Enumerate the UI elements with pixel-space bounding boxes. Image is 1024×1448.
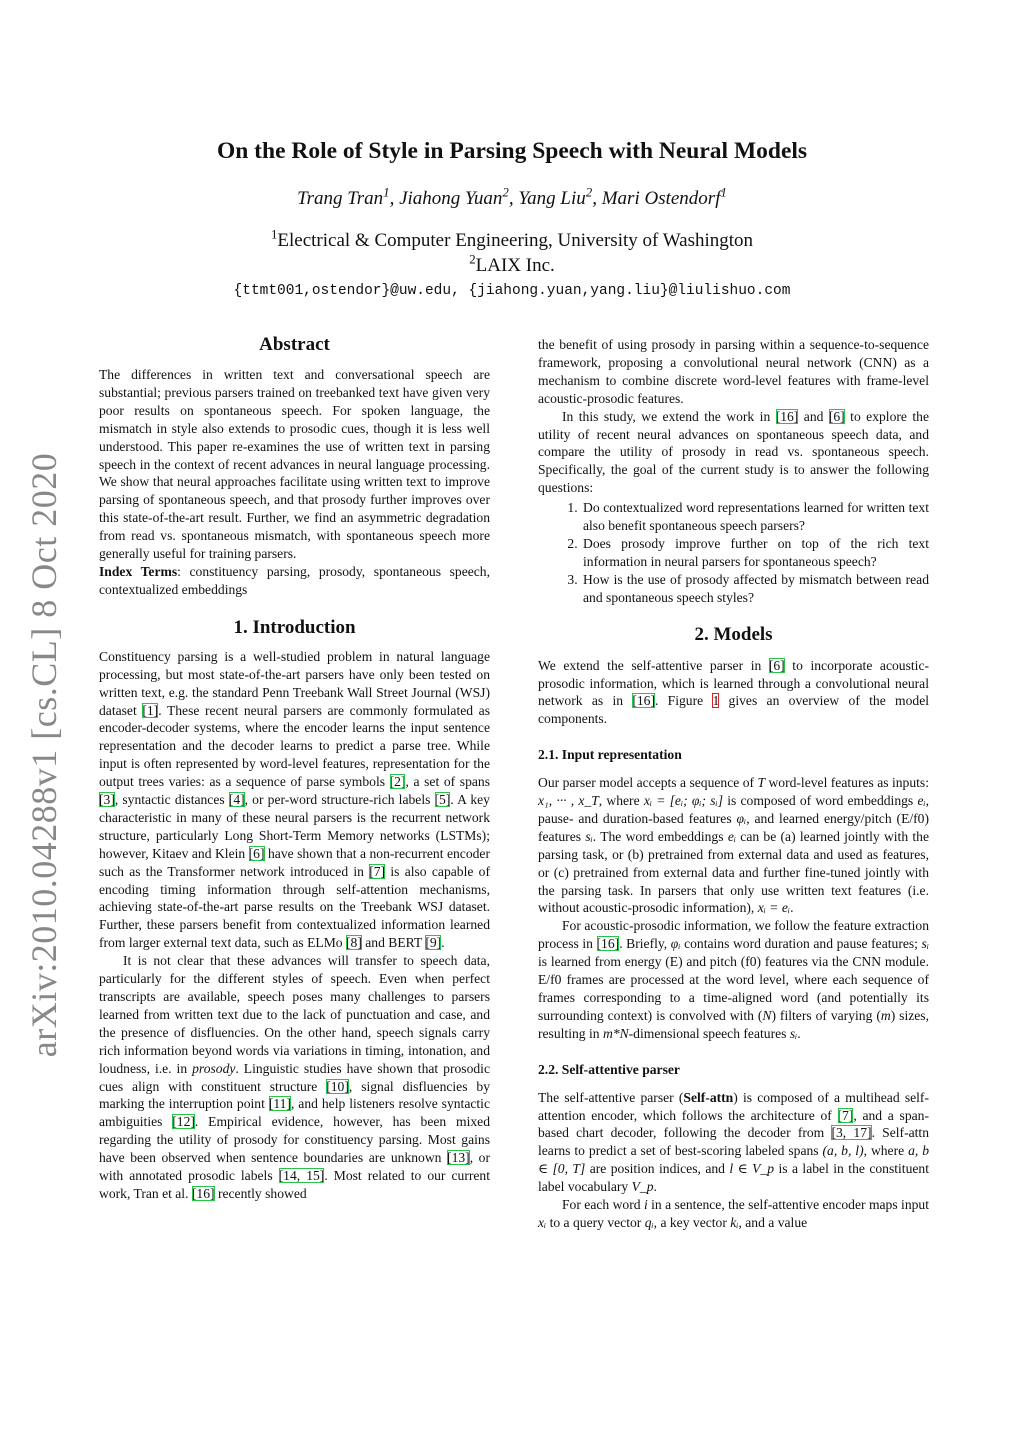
author-name: Yang Liu bbox=[518, 188, 586, 209]
affiliation-text: Electrical & Computer Engineering, University of Washington bbox=[277, 230, 754, 251]
citation-link[interactable]: [16] bbox=[596, 936, 620, 952]
citation-link[interactable]: [2] bbox=[389, 774, 406, 790]
affiliation-mark: 1 bbox=[270, 226, 278, 242]
abstract-body: The differences in written text and conversational speech are substantial; previous parsers trained on treebanked text have given very poor results on spontaneous speech. For spoken language, the mismatch in style also extends to prosodic cues, though it is less well understood. This paper re-examines the use of written text in parsing speech in the context of recent advances in neural language processing. We show that neural approaches facilitate using written text to improve parsing of spontaneous speech, and that prosody further improves over this state-of-the-art result. Further, we find an asymmetric degradation from read vs. spontaneous mismatch, with spontaneous speech more generally useful for training parsers. bbox=[99, 367, 490, 562]
input-representation-paragraph-2: For acoustic-prosodic information, we follow the feature extraction process in [16]. Briefly, φᵢ contains word duration and pause features; sᵢ is learned from energy (E) and pitch (f0) features via the CNN module. E/f0 frames are processed at the word level, where each sequence of frames corresponding to a time-aligned word (and potentially its surrounding context) is convolved with (N) filters of varying (m) sizes, resulting in m*N-dimensional speech features sᵢ. bbox=[538, 918, 929, 1041]
citation-link[interactable]: [5] bbox=[434, 792, 451, 808]
self-attentive-paragraph-2: For each word i in a sentence, the self-attentive encoder maps input xᵢ to a query vector qᵢ, a key vector kᵢ, and a value bbox=[538, 1197, 929, 1230]
author-emails: {ttmt001,ostendor}@uw.edu, {jiahong.yuan,yang.liu}@liulishuo.com bbox=[233, 283, 791, 299]
index-terms-label: Index Terms bbox=[99, 563, 178, 579]
affiliation bbox=[0, 226, 1024, 252]
affiliation-mark: 2 bbox=[469, 251, 476, 267]
citation-link[interactable]: [4] bbox=[228, 792, 245, 808]
self-attentive-parser-heading: 2.2. Self-attentive parser bbox=[538, 1061, 680, 1077]
author-list: Trang Tran$^1$, Jiahong Yuan$^2$, Yang Liu$^2$, Mari Ostendorf$^1$ bbox=[297, 184, 727, 209]
right-column bbox=[538, 336, 929, 1232]
self-attentive-paragraph-1: The self-attentive parser (Self-attn) is composed of a multihead self-attention encoder, which follows the architecture of [7], and a span-based chart decoder, following the decoder from [3, 17]. Self-attn learns to predict a set of best-scoring labeled spans (a, b, l), where a, b ∈ [0, T] are position indices, and l ∈ V_p is a label in the constituent label vocabulary V_p. bbox=[538, 1089, 930, 1195]
intro-paragraph-2: It is not clear that these advances will transfer to speech data, particularly for the different styles of speech. Even when perfect transcripts are available, speech poses many challenges to parsers learned from written text due to the lack of punctuation and case, and the presence of disfluencies. On the other hand, speech signals carry rich information beyond words via variations in timing, intonation, and loudness, i.e. in prosody. Linguistic studies have shown that prosodic cues align with constituent structure [10], signal disfluencies by marking the interruption point [11], and help listeners resolve syntactic ambiguities [12]. Empirical evidence, however, has been mixed regarding the utility of prosody for constituency parsing. Most gains have been observed when sentence boundaries are unknown [13], or with annotated prosodic labels [14, 15]. Most related to our current work, Tran et al. [16] recently showed bbox=[99, 953, 490, 1201]
intro-paragraph-1: Constituency parsing is a well-studied problem in natural language processing, but most state-of-the-art parsers have only been tested on written text, e.g. the standard Penn Treebank Wall Street Journal (WSJ) dataset [1]. These recent neural parsers are commonly formulated as encoder-decoder systems, where the encoder learns the input sentence representation and the decoder learns to predict a parse tree. While input is often represented by word-level features, representation for the output trees varies: as a sequence of parse symbols [2], a set of spans [3], syntactic distances [4], or per-word structure-rich labels [5]. A key characteristic in many of these neural parsers is the recurrent network structure, particularly Long Short-Term Memory networks (LSTMs); however, Kitaev and Klein [6] have shown that a non-recurrent encoder such as the Transformer network introduced in [7] is also capable of encoding timing information through self-attention mechanisms, achieving state-of-the-art parse results on the Treebank WSJ dataset. Further, these parsers benefit from contextualized information learned from larger external text data, such as ELMo [8] and BERT [9]. bbox=[99, 648, 490, 951]
research-questions bbox=[538, 499, 929, 606]
study-paragraph: In this study, we extend the work in [16] and [6] to explore the utility of recent neural advances on spontaneous speech data, and compare the utility of prosody in read vs. spontaneous speech. Specifically, the goal of the current study is to answer the following questions: bbox=[538, 408, 929, 496]
arxiv-stamp-text: arXiv:2010.04288v1 [cs.CL] 8 Oct 2020 bbox=[24, 452, 64, 1058]
citation-link[interactable]: [7] bbox=[369, 863, 386, 879]
input-representation-paragraph-1: Our parser model accepts a sequence of T word-level features as inputs: x₁, ··· , x_T, where xᵢ = [eᵢ; φᵢ; sᵢ] is composed of word embeddings eᵢ, pause- and duration-based features φᵢ, and learned energy/pitch (E/f0) features sᵢ. The word embeddings eᵢ can be (a) learned jointly with the parsing task, or (b) pretrained from external data and used as features, or (c) pretrained from external data and further fine-tuned jointly with the parsing task. In parsers that only use written text features (i.e. without acoustic-prosodic information), xᵢ = eᵢ. bbox=[538, 775, 930, 916]
input-representation-heading: 2.1. Input representation bbox=[538, 747, 682, 763]
author-affiliation-mark: 1 bbox=[720, 184, 727, 200]
arxiv-stamp bbox=[14, 452, 74, 1058]
citation-link[interactable]: [6] bbox=[828, 408, 845, 424]
list-item: 2. Does prosody improve further on top of the rich text information in neural parsers for spontaneous speech? bbox=[581, 535, 929, 571]
citation-link[interactable]: [6] bbox=[768, 657, 785, 673]
citation-link[interactable]: [7] bbox=[837, 1107, 854, 1123]
author-name: Jiahong Yuan bbox=[399, 188, 503, 209]
citation-link[interactable]: [16] bbox=[632, 693, 655, 709]
paper-title: On the Role of Style in Parsing Speech with Neural Models bbox=[216, 138, 808, 164]
introduction-heading: 1. Introduction bbox=[233, 616, 356, 638]
citation-link[interactable]: [3] bbox=[99, 792, 115, 808]
citation-link[interactable]: [14, 15] bbox=[278, 1168, 325, 1184]
citation-link[interactable]: [16] bbox=[775, 408, 799, 424]
citation-link[interactable]: [11] bbox=[268, 1096, 291, 1112]
index-terms bbox=[99, 563, 490, 599]
list-item: 3. How is the use of prosody affected by mismatch between read and spontaneous speech styles? bbox=[581, 571, 929, 607]
abstract-heading: Abstract bbox=[259, 334, 330, 355]
author-affiliation-mark: 2 bbox=[585, 184, 593, 200]
citation-link[interactable]: [13] bbox=[447, 1150, 470, 1166]
models-heading: 2. Models bbox=[694, 623, 773, 645]
list-item: 1. Do contextualized word representations learned for written text also benefit spontaneous speech parsers? bbox=[581, 499, 929, 535]
citation-link[interactable]: [3, 17] bbox=[831, 1125, 872, 1141]
author-name: Trang Tran bbox=[297, 188, 384, 209]
citation-link[interactable]: [9] bbox=[425, 935, 442, 951]
affiliation bbox=[0, 251, 1024, 277]
affiliation-text: LAIX Inc. bbox=[475, 255, 555, 276]
left-column bbox=[99, 333, 490, 1203]
author-affiliation-mark: 1 bbox=[383, 184, 390, 200]
citation-link[interactable]: [10] bbox=[326, 1078, 349, 1094]
citation-link[interactable]: [6] bbox=[248, 845, 265, 861]
figure-link[interactable]: 1 bbox=[712, 693, 720, 709]
author-name: Mari Ostendorf bbox=[601, 188, 721, 209]
index-terms-text: : constituency parsing, prosody, spontaneous speech, contextualized embeddings bbox=[99, 563, 490, 597]
models-paragraph: We extend the self-attentive parser in [6] to incorporate acoustic-prosodic information, which is learned through a convolutional neural network as in [16]. Figure 1 gives an overview of the model components. bbox=[538, 657, 930, 727]
citation-link[interactable]: [16] bbox=[191, 1185, 215, 1201]
citation-link[interactable]: [12] bbox=[172, 1114, 195, 1130]
citation-link[interactable]: [1] bbox=[142, 702, 159, 718]
continued-paragraph: the benefit of using prosody in parsing within a sequence-to-sequence framework, proposing a convolutional neural network (CNN) as a mechanism to combine discrete word-level features with frame-level acoustic-prosodic features. bbox=[538, 337, 929, 406]
citation-link[interactable]: [8] bbox=[346, 935, 362, 951]
author-affiliation-mark: 2 bbox=[502, 184, 509, 200]
